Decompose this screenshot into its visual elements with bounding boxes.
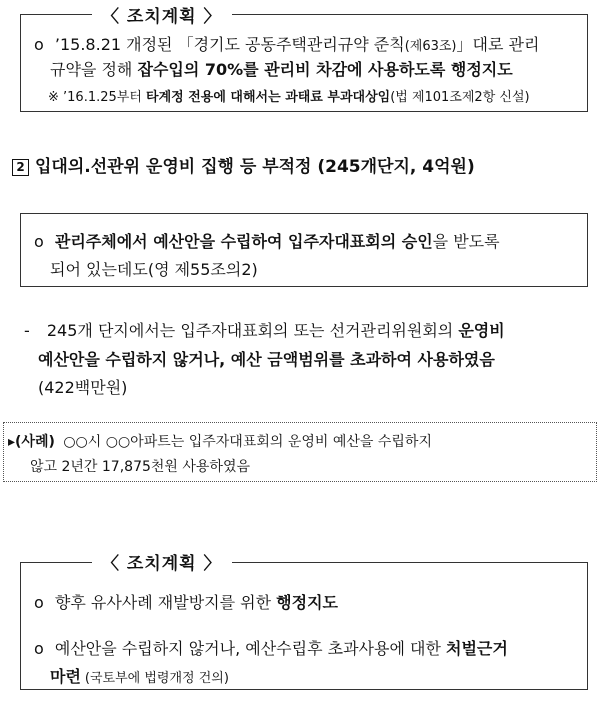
dash-marker: - [24, 321, 30, 340]
bullet-marker: o [34, 35, 44, 54]
bullet-marker: o [34, 593, 44, 612]
example-line1-text: ○○시 ○○아파트는 입주자대표회의 운영비 예산을 수립하지 [63, 434, 432, 450]
top-plan-item1-line1 [34, 32, 539, 55]
bottom-plan-item2-line1 [34, 636, 508, 659]
bullet-marker: o [34, 232, 44, 251]
bullet-marker: o [34, 639, 44, 658]
top-plan-item1-small: (제63조) [404, 39, 457, 54]
rule-line1-bold: 관리주체에서 예산안을 수립하여 입주자대표회의 승인 [54, 232, 433, 251]
finding-line3: (422백만원) [38, 378, 128, 397]
finding-line1 [24, 318, 505, 341]
bottom-action-plan-heading: 〈 조치계획 〉 [92, 549, 232, 574]
top-plan-note-a: ※ ’16.1.25부터 [48, 90, 147, 105]
top-plan-item1-line2-text: 규약을 정해 [50, 60, 138, 79]
example-line2: 않고 2년간 17,875천원 사용하였음 [30, 459, 251, 475]
rule-line1-rest: 을 받도록 [432, 232, 500, 251]
rule-line1 [34, 229, 500, 252]
top-plan-item1-line2-bold: 잡수입의 70%를 관리비 차감에 사용하도록 행정지도 [137, 60, 513, 79]
finding-line1-text: 245개 단지에서는 입주자대표회의 또는 선거관리위원회의 [46, 321, 459, 340]
bottom-plan-item2-line2-bold: 마련 [50, 667, 81, 686]
bottom-plan-item1-bold: 행정지도 [276, 593, 338, 612]
finding-line1-bold: 운영비 [458, 321, 505, 340]
bottom-plan-item2-line2-small: (국토부에 법령개정 건의) [84, 671, 229, 686]
top-plan-note [48, 86, 530, 105]
bottom-plan-item1 [34, 590, 338, 613]
section-number-box: 2 [12, 159, 29, 176]
section2-heading [12, 152, 475, 177]
top-plan-note-bold: 타계정 전용에 대해서는 과태료 부과대상임 [146, 90, 391, 105]
top-plan-item1-text-b: 」대로 관리 [456, 35, 540, 54]
example-label: ▸(사례) [8, 434, 55, 450]
example-line1 [8, 431, 432, 451]
top-action-plan-heading: 〈 조치계획 〉 [92, 2, 232, 27]
section2-title: 입대의.선관위 운영비 집행 등 부적정 (245개단지, 4억원) [35, 157, 475, 177]
top-plan-item1-line2 [50, 57, 513, 80]
bottom-plan-item2-line2 [50, 664, 229, 687]
top-plan-note-b: (법 제101조제2항 신설) [390, 90, 530, 105]
bottom-plan-item2-text: 예산안을 수립하지 않거나, 예산수립후 초과사용에 대한 [54, 639, 446, 658]
rule-line2: 되어 있는데도(영 제55조의2) [50, 260, 258, 279]
bottom-plan-item2-bold: 처벌근거 [445, 639, 508, 658]
top-plan-item1-text-a: ’15.8.21 개정된 「경기도 공동주택관리규약 준칙 [54, 35, 405, 54]
finding-line2: 예산안을 수립하지 않거나, 예산 금액범위를 초과하여 사용하였음 [38, 350, 495, 369]
bottom-plan-item1-text: 향후 유사사례 재발방지를 위한 [54, 593, 277, 612]
